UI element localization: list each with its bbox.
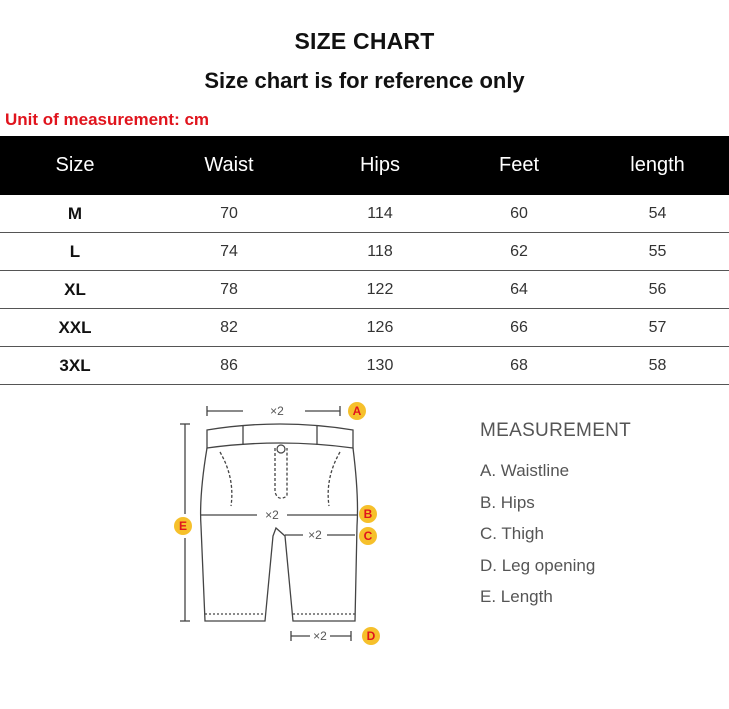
list-item: C. Thigh <box>480 524 544 543</box>
marker-e-label: E <box>178 519 188 533</box>
unit-note: Unit of measurement: cm <box>5 110 210 129</box>
page-subtitle: Size chart is for reference only <box>204 68 525 93</box>
hips-cell: 118 <box>308 233 452 271</box>
marker-a-label: A <box>352 404 362 418</box>
waist-cell: 86 <box>150 347 308 385</box>
column-header-feet: Feet <box>452 136 586 195</box>
size-table <box>0 136 729 385</box>
marker-d-label: D <box>366 629 376 643</box>
hips-cell: 130 <box>308 347 452 385</box>
measurement-title: MEASUREMENT <box>480 420 632 441</box>
marker-b-label: B <box>363 507 373 521</box>
marker-c-label: C <box>363 529 373 543</box>
list-item: A. Waistline <box>480 461 570 480</box>
length-cell: 57 <box>586 309 729 347</box>
thigh-multiplier: ×2 <box>308 528 322 542</box>
table-row <box>0 195 729 233</box>
waist-cell: 78 <box>150 271 308 309</box>
waist-multiplier: ×2 <box>270 404 284 418</box>
table-row <box>0 271 729 309</box>
hips-cell: 114 <box>308 195 452 233</box>
hips-multiplier: ×2 <box>265 508 279 522</box>
hips-cell: 122 <box>308 271 452 309</box>
length-cell: 58 <box>586 347 729 385</box>
feet-cell: 66 <box>452 309 586 347</box>
column-header-hips: Hips <box>308 136 452 195</box>
size-cell: L <box>0 233 150 271</box>
feet-cell: 62 <box>452 233 586 271</box>
list-item: E. Length <box>480 587 553 606</box>
waist-cell: 74 <box>150 233 308 271</box>
column-header-size: Size <box>0 136 150 195</box>
measurement-list <box>480 461 595 619</box>
length-cell: 54 <box>586 195 729 233</box>
table-header-row <box>0 136 729 195</box>
table-row <box>0 347 729 385</box>
list-item: D. Leg opening <box>480 555 596 575</box>
shorts-illustration <box>165 396 395 656</box>
column-header-length: length <box>586 136 729 195</box>
size-cell: 3XL <box>0 347 150 385</box>
shorts-diagram <box>165 396 395 656</box>
column-header-waist: Waist <box>150 136 308 195</box>
table-row <box>0 233 729 271</box>
button-icon <box>277 445 285 453</box>
size-cell: M <box>0 195 150 233</box>
feet-cell: 60 <box>452 195 586 233</box>
size-cell: XL <box>0 271 150 309</box>
feet-cell: 64 <box>452 271 586 309</box>
table-row <box>0 309 729 347</box>
waist-cell: 82 <box>150 309 308 347</box>
waist-cell: 70 <box>150 195 308 233</box>
page-title: SIZE CHART <box>294 28 435 54</box>
hips-cell: 126 <box>308 309 452 347</box>
feet-cell: 68 <box>452 347 586 385</box>
length-cell: 56 <box>586 271 729 309</box>
leg-opening-multiplier: ×2 <box>313 629 327 643</box>
length-cell: 55 <box>586 233 729 271</box>
list-item: B. Hips <box>480 492 535 512</box>
size-cell: XXL <box>0 309 150 347</box>
